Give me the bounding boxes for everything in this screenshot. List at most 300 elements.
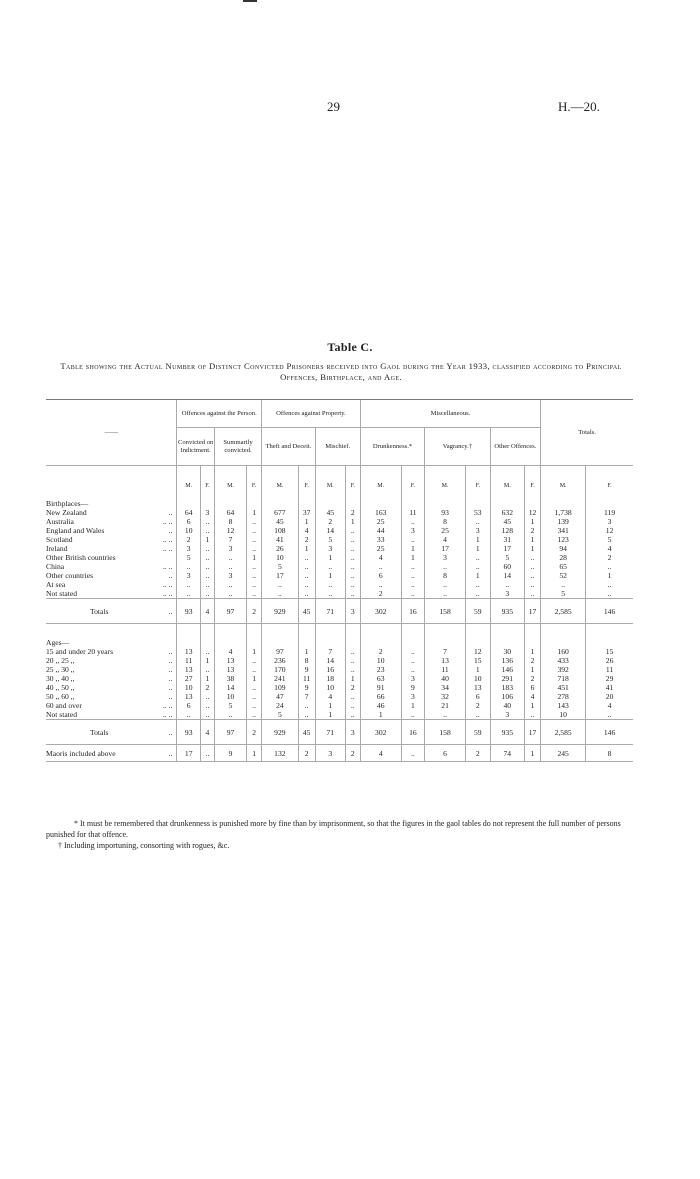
female-count: .. bbox=[247, 683, 262, 692]
row-label-text: Ireland bbox=[46, 544, 68, 553]
row-label bbox=[46, 553, 177, 562]
male-count bbox=[490, 624, 524, 637]
female-count: .. bbox=[345, 692, 360, 701]
male-count: 3 bbox=[490, 589, 524, 599]
male-count: 677 bbox=[262, 508, 298, 517]
male-count: 10 bbox=[315, 683, 345, 692]
male-count: 302 bbox=[360, 599, 401, 624]
female-count bbox=[345, 636, 360, 647]
male-count: 14 bbox=[490, 571, 524, 580]
female-count: .. bbox=[345, 544, 360, 553]
female-count: 17 bbox=[524, 720, 540, 745]
female-count bbox=[465, 497, 490, 508]
female-count bbox=[298, 636, 315, 647]
header-theft: Theft and Deceit. bbox=[262, 428, 316, 466]
male-count: 60 bbox=[490, 562, 524, 571]
f-header: F. bbox=[298, 466, 315, 498]
leader-dots: .. bbox=[168, 727, 173, 737]
female-count: 1 bbox=[345, 674, 360, 683]
row-label-text: 25 ,, 30 ,, bbox=[46, 665, 75, 674]
female-count: .. bbox=[524, 571, 540, 580]
male-count: 17 bbox=[177, 745, 201, 762]
male-count: 47 bbox=[262, 692, 298, 701]
section-heading-birthplaces bbox=[46, 497, 633, 508]
m-header: M. bbox=[177, 466, 201, 498]
male-count: 341 bbox=[541, 526, 586, 535]
age-row bbox=[46, 665, 633, 674]
female-count bbox=[586, 497, 633, 508]
male-count: .. bbox=[425, 710, 466, 720]
female-count: 1 bbox=[401, 553, 425, 562]
female-count: 17 bbox=[524, 599, 540, 624]
male-count: 5 bbox=[541, 589, 586, 599]
male-count: 45 bbox=[262, 517, 298, 526]
m-header: M. bbox=[490, 466, 524, 498]
male-count bbox=[425, 624, 466, 637]
female-count: 59 bbox=[465, 599, 490, 624]
maoris-row bbox=[46, 745, 633, 762]
row-label-text: Not stated bbox=[46, 710, 78, 719]
female-count bbox=[298, 624, 315, 637]
male-count: 10 bbox=[262, 553, 298, 562]
female-count: .. bbox=[401, 571, 425, 580]
male-count: 64 bbox=[214, 508, 246, 517]
male-count: 2 bbox=[360, 647, 401, 656]
female-count: .. bbox=[200, 526, 214, 535]
male-count: 183 bbox=[490, 683, 524, 692]
female-count: 2 bbox=[586, 553, 633, 562]
male-count: 13 bbox=[177, 647, 201, 656]
row-label bbox=[46, 589, 177, 599]
male-count bbox=[490, 497, 524, 508]
female-count: 53 bbox=[465, 508, 490, 517]
f-header: F. bbox=[247, 466, 262, 498]
female-count: .. bbox=[200, 562, 214, 571]
female-count: .. bbox=[200, 580, 214, 589]
female-count: .. bbox=[200, 553, 214, 562]
female-count: .. bbox=[345, 656, 360, 665]
female-count bbox=[524, 497, 540, 508]
header-vagrancy: Vagrancy.† bbox=[425, 428, 490, 466]
female-count: .. bbox=[247, 562, 262, 571]
birthplace-row bbox=[46, 526, 633, 535]
leader-dots: .. bbox=[168, 674, 173, 683]
male-count: .. bbox=[360, 580, 401, 589]
totals-row bbox=[46, 599, 633, 624]
female-count: 1 bbox=[247, 647, 262, 656]
male-count: .. bbox=[214, 562, 246, 571]
female-count: 7 bbox=[298, 692, 315, 701]
m-header: M. bbox=[315, 466, 345, 498]
female-count: .. bbox=[586, 589, 633, 599]
female-count: .. bbox=[345, 553, 360, 562]
f-header: F. bbox=[401, 466, 425, 498]
female-count: 3 bbox=[465, 526, 490, 535]
leader-dots: .. bbox=[168, 665, 173, 674]
female-count: .. bbox=[465, 580, 490, 589]
male-count bbox=[425, 636, 466, 647]
female-count: .. bbox=[247, 701, 262, 710]
female-count: 9 bbox=[298, 683, 315, 692]
male-count: 139 bbox=[541, 517, 586, 526]
female-count: .. bbox=[345, 665, 360, 674]
female-count: .. bbox=[465, 517, 490, 526]
row-label-text: 40 ,, 50 ,, bbox=[46, 683, 75, 692]
female-count: 2 bbox=[524, 526, 540, 535]
row-label bbox=[46, 571, 177, 580]
male-count: .. bbox=[425, 589, 466, 599]
male-count: .. bbox=[541, 580, 586, 589]
female-count: 20 bbox=[586, 692, 633, 701]
male-count: 17 bbox=[425, 544, 466, 553]
female-count: .. bbox=[401, 580, 425, 589]
female-count: 4 bbox=[200, 599, 214, 624]
male-count: 8 bbox=[425, 517, 466, 526]
female-count: 2 bbox=[524, 656, 540, 665]
male-count: 136 bbox=[490, 656, 524, 665]
male-count: 31 bbox=[490, 535, 524, 544]
female-count bbox=[465, 624, 490, 637]
female-count bbox=[401, 636, 425, 647]
birthplace-row bbox=[46, 544, 633, 553]
female-count: .. bbox=[298, 562, 315, 571]
female-count: .. bbox=[586, 710, 633, 720]
female-count: .. bbox=[465, 562, 490, 571]
leader-dots: .. bbox=[168, 508, 173, 517]
female-count: 11 bbox=[298, 674, 315, 683]
age-row bbox=[46, 701, 633, 710]
row-label-text: At sea bbox=[46, 580, 66, 589]
spacer-row bbox=[46, 624, 633, 637]
male-count: 3 bbox=[315, 745, 345, 762]
female-count: 29 bbox=[586, 674, 633, 683]
female-count: 1 bbox=[298, 517, 315, 526]
male-count: .. bbox=[177, 562, 201, 571]
male-count: 74 bbox=[490, 745, 524, 762]
male-count: 3 bbox=[490, 710, 524, 720]
female-count: 4 bbox=[524, 692, 540, 701]
male-count: 13 bbox=[425, 656, 466, 665]
female-count: 1 bbox=[524, 647, 540, 656]
female-count bbox=[345, 497, 360, 508]
female-count: .. bbox=[298, 571, 315, 580]
male-count: 24 bbox=[262, 701, 298, 710]
header-drunkenness: Drunkenness.* bbox=[360, 428, 424, 466]
male-count: 28 bbox=[541, 553, 586, 562]
male-count bbox=[214, 636, 246, 647]
male-count: 158 bbox=[425, 599, 466, 624]
female-count: .. bbox=[465, 710, 490, 720]
f-header: F. bbox=[465, 466, 490, 498]
female-count: .. bbox=[524, 710, 540, 720]
female-count: .. bbox=[200, 665, 214, 674]
female-count: 3 bbox=[345, 599, 360, 624]
birthplace-row bbox=[46, 580, 633, 589]
row-label bbox=[46, 562, 177, 571]
female-count bbox=[200, 636, 214, 647]
female-count: .. bbox=[401, 665, 425, 674]
male-count: 6 bbox=[360, 571, 401, 580]
male-count: 14 bbox=[315, 656, 345, 665]
male-count: 13 bbox=[214, 656, 246, 665]
male-count bbox=[177, 624, 201, 637]
female-count: 5 bbox=[586, 535, 633, 544]
female-count: .. bbox=[401, 656, 425, 665]
female-count: 3 bbox=[401, 674, 425, 683]
male-count: .. bbox=[262, 589, 298, 599]
female-count: 1 bbox=[465, 571, 490, 580]
male-count: 4 bbox=[360, 745, 401, 762]
male-count: .. bbox=[177, 589, 201, 599]
male-count bbox=[541, 636, 586, 647]
male-count: 97 bbox=[214, 599, 246, 624]
female-count: .. bbox=[401, 589, 425, 599]
female-count: 1 bbox=[586, 571, 633, 580]
male-count: 109 bbox=[262, 683, 298, 692]
male-count: 4 bbox=[214, 647, 246, 656]
male-count: 291 bbox=[490, 674, 524, 683]
female-count: .. bbox=[247, 571, 262, 580]
female-count: 2 bbox=[465, 745, 490, 762]
row-label bbox=[46, 665, 177, 674]
male-count: 46 bbox=[360, 701, 401, 710]
male-count: .. bbox=[315, 580, 345, 589]
male-count: 8 bbox=[425, 571, 466, 580]
male-count bbox=[315, 497, 345, 508]
male-count: 25 bbox=[360, 544, 401, 553]
female-count: 3 bbox=[401, 692, 425, 701]
leader-dots: .. bbox=[168, 526, 173, 535]
male-count: 6 bbox=[425, 745, 466, 762]
female-count: 6 bbox=[524, 683, 540, 692]
female-count: 9 bbox=[401, 683, 425, 692]
leader-dots: .. bbox=[168, 647, 173, 656]
male-count: 392 bbox=[541, 665, 586, 674]
female-count: .. bbox=[345, 710, 360, 720]
leader-dots: .. bbox=[168, 692, 173, 701]
male-count bbox=[214, 624, 246, 637]
female-count: .. bbox=[247, 544, 262, 553]
male-count: 34 bbox=[425, 683, 466, 692]
male-count: 5 bbox=[315, 535, 345, 544]
birthplace-row bbox=[46, 571, 633, 580]
header-offences-person: Offences against the Person. bbox=[177, 400, 262, 428]
female-count: 45 bbox=[298, 720, 315, 745]
male-count: 23 bbox=[360, 665, 401, 674]
male-count: 25 bbox=[425, 526, 466, 535]
female-count: 3 bbox=[401, 526, 425, 535]
female-count: 1 bbox=[524, 517, 540, 526]
female-count: .. bbox=[345, 562, 360, 571]
male-count: 93 bbox=[177, 720, 201, 745]
birthplace-row bbox=[46, 535, 633, 544]
male-count: 132 bbox=[262, 745, 298, 762]
male-count: 10 bbox=[360, 656, 401, 665]
male-count: .. bbox=[214, 589, 246, 599]
table-body bbox=[46, 497, 633, 762]
male-count: 3 bbox=[214, 544, 246, 553]
female-count: 45 bbox=[298, 599, 315, 624]
female-count: .. bbox=[345, 571, 360, 580]
male-count: 8 bbox=[214, 517, 246, 526]
male-count: 245 bbox=[541, 745, 586, 762]
row-label bbox=[46, 710, 177, 720]
row-label bbox=[46, 517, 177, 526]
male-count bbox=[214, 497, 246, 508]
m-header: M. bbox=[541, 466, 586, 498]
female-count: .. bbox=[401, 745, 425, 762]
female-count: .. bbox=[200, 571, 214, 580]
male-count: .. bbox=[360, 562, 401, 571]
leader-dots: .. .. bbox=[162, 535, 173, 544]
male-count: 2,585 bbox=[541, 599, 586, 624]
female-count bbox=[247, 624, 262, 637]
row-label-text: 15 and under 20 years bbox=[46, 647, 114, 656]
male-count: 9 bbox=[214, 745, 246, 762]
female-count: .. bbox=[200, 710, 214, 720]
row-label bbox=[46, 701, 177, 710]
female-count: .. bbox=[247, 580, 262, 589]
female-count: 3 bbox=[345, 720, 360, 745]
age-row bbox=[46, 710, 633, 720]
female-count: .. bbox=[298, 580, 315, 589]
male-count: 3 bbox=[177, 571, 201, 580]
row-label-text: 60 and over bbox=[46, 701, 82, 710]
male-count bbox=[262, 636, 298, 647]
female-count: .. bbox=[345, 701, 360, 710]
birthplace-row bbox=[46, 589, 633, 599]
sex-header-row bbox=[46, 466, 633, 498]
male-count: 451 bbox=[541, 683, 586, 692]
female-count: .. bbox=[298, 553, 315, 562]
male-count: 66 bbox=[360, 692, 401, 701]
female-count: 1 bbox=[247, 745, 262, 762]
leader-dots: .. bbox=[168, 606, 173, 616]
female-count bbox=[247, 497, 262, 508]
female-count: 2 bbox=[345, 508, 360, 517]
male-count: 5 bbox=[177, 553, 201, 562]
male-count: 14 bbox=[315, 526, 345, 535]
female-count: 1 bbox=[345, 517, 360, 526]
row-label-text: Totals bbox=[90, 606, 109, 616]
birthplace-row bbox=[46, 508, 633, 517]
male-count: 41 bbox=[262, 535, 298, 544]
male-count: 278 bbox=[541, 692, 586, 701]
row-label bbox=[46, 674, 177, 683]
female-count: 16 bbox=[401, 720, 425, 745]
male-count: 935 bbox=[490, 599, 524, 624]
male-count: .. bbox=[214, 580, 246, 589]
male-count: 93 bbox=[425, 508, 466, 517]
female-count: .. bbox=[345, 647, 360, 656]
female-count: 2 bbox=[524, 674, 540, 683]
male-count: 5 bbox=[214, 701, 246, 710]
footnote-vagrancy: † Including importuning, consorting with rogues, &c. bbox=[58, 841, 230, 850]
leader-dots: .. bbox=[168, 571, 173, 580]
row-label bbox=[46, 580, 177, 589]
female-count bbox=[586, 624, 633, 637]
row-label-text: England and Wales bbox=[46, 526, 105, 535]
female-count: 8 bbox=[298, 656, 315, 665]
prisoners-table bbox=[46, 399, 633, 762]
male-count: 632 bbox=[490, 508, 524, 517]
row-label-text: Not stated bbox=[46, 589, 78, 598]
male-count: 38 bbox=[214, 674, 246, 683]
male-count: 4 bbox=[315, 692, 345, 701]
male-count bbox=[360, 497, 401, 508]
male-count: 108 bbox=[262, 526, 298, 535]
female-count: .. bbox=[524, 562, 540, 571]
male-count: 1 bbox=[315, 701, 345, 710]
footnotes bbox=[46, 818, 632, 851]
male-count: 1 bbox=[360, 710, 401, 720]
male-count: 718 bbox=[541, 674, 586, 683]
male-count: 3 bbox=[214, 571, 246, 580]
male-count: 170 bbox=[262, 665, 298, 674]
male-count: 25 bbox=[360, 517, 401, 526]
male-count: 6 bbox=[177, 701, 201, 710]
female-count: .. bbox=[247, 710, 262, 720]
print-mark bbox=[243, 0, 257, 2]
row-label-text: Australia bbox=[46, 517, 74, 526]
male-count: 17 bbox=[262, 571, 298, 580]
male-count: 17 bbox=[490, 544, 524, 553]
female-count bbox=[401, 624, 425, 637]
female-count: 4 bbox=[200, 720, 214, 745]
female-count bbox=[200, 497, 214, 508]
female-count: 12 bbox=[586, 526, 633, 535]
female-count: 4 bbox=[586, 701, 633, 710]
row-label-text: Other British countries bbox=[46, 553, 116, 562]
row-label-text: Ages— bbox=[46, 638, 70, 647]
row-label bbox=[46, 683, 177, 692]
row-label-text: 50 ,, 60 ,, bbox=[46, 692, 75, 701]
male-count: 45 bbox=[315, 508, 345, 517]
female-count: .. bbox=[465, 553, 490, 562]
page-number: 29 bbox=[327, 99, 340, 114]
female-count: 2 bbox=[247, 599, 262, 624]
female-count: 37 bbox=[298, 508, 315, 517]
footnote-drunkenness: * It must be remembered that drunkenness is punished more by fine than by imprisonment, so that the figures in the gaol tables do not represent the full number of persons punished for that offence. bbox=[46, 819, 621, 839]
male-count: 13 bbox=[177, 692, 201, 701]
leader-dots: .. .. bbox=[162, 589, 173, 598]
male-count bbox=[262, 624, 298, 637]
header-miscellaneous: Miscellaneous. bbox=[360, 400, 540, 428]
row-label-text: New Zealand bbox=[46, 508, 87, 517]
m-header: M. bbox=[262, 466, 298, 498]
male-count: 71 bbox=[315, 599, 345, 624]
female-count bbox=[247, 636, 262, 647]
header-summarily: Summarily convicted. bbox=[214, 428, 261, 466]
male-count bbox=[360, 624, 401, 637]
male-count: 33 bbox=[360, 535, 401, 544]
stub-header: —— bbox=[46, 400, 177, 466]
male-count bbox=[315, 636, 345, 647]
section-heading-ages bbox=[46, 636, 633, 647]
female-count: .. bbox=[586, 562, 633, 571]
leader-dots: .. .. bbox=[162, 710, 173, 719]
female-count: 2 bbox=[298, 535, 315, 544]
female-count: .. bbox=[345, 535, 360, 544]
male-count: 433 bbox=[541, 656, 586, 665]
male-count bbox=[177, 636, 201, 647]
row-label bbox=[46, 526, 177, 535]
birthplace-row bbox=[46, 553, 633, 562]
male-count: 97 bbox=[214, 720, 246, 745]
male-count: 11 bbox=[177, 656, 201, 665]
female-count: .. bbox=[247, 526, 262, 535]
male-count: 65 bbox=[541, 562, 586, 571]
